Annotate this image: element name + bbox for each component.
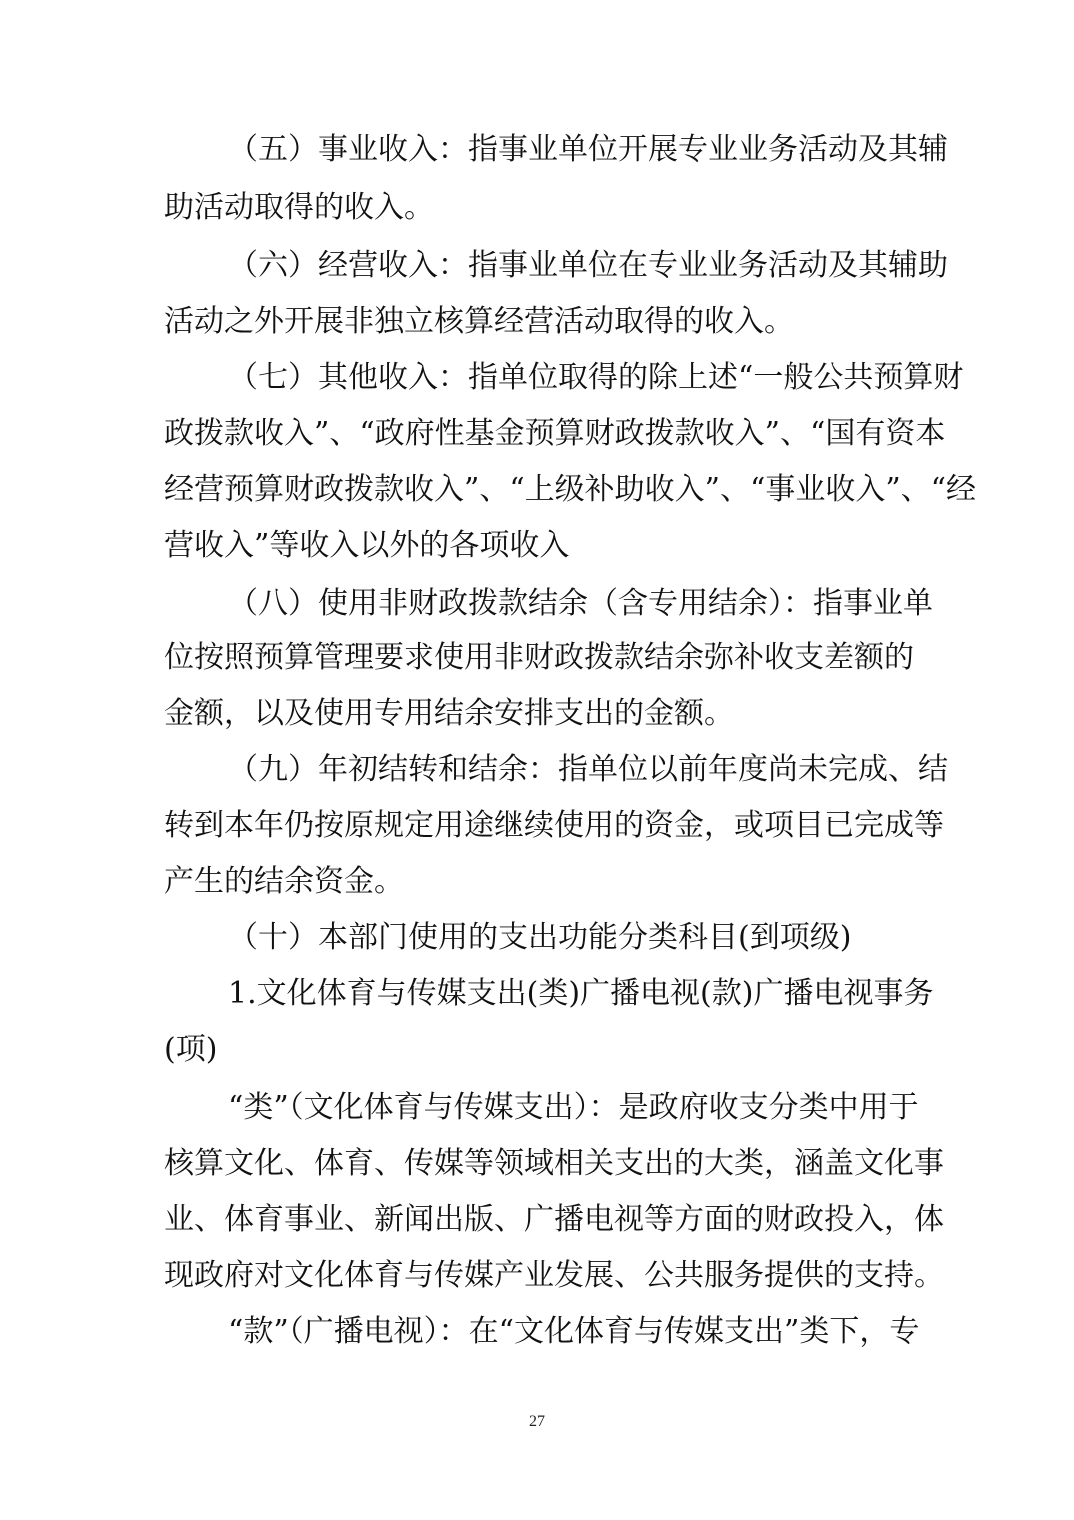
text-line: 营收入”等收入以外的各项收入 [164, 528, 570, 563]
text-line: （九）年初结转和结余：指单位以前年度尚未完成、结 [228, 752, 948, 787]
text-line: （十）本部门使用的支出功能分类科目(到项级) [228, 920, 852, 955]
text-line: （八）使用非财政拨款结余（含专用结余）：指事业单 [228, 586, 933, 621]
text-line: 活动之外开展非独立核算经营活动取得的收入。 [164, 304, 794, 339]
text-line: 核算文化、体育、传媒等领域相关支出的大类，涵盖文化事 [164, 1146, 944, 1181]
text-line: 转到本年仍按原规定用途继续使用的资金，或项目已完成等 [164, 808, 944, 843]
text-line: （六）经营收入：指事业单位在专业业务活动及其辅助 [228, 248, 948, 283]
text-line: “类”（文化体育与传媒支出）：是政府收支分类中用于 [228, 1090, 919, 1125]
text-line: 政拨款收入”、“政府性基金预算财政拨款收入”、“国有资本 [164, 416, 946, 451]
text-line: （五）事业收入：指事业单位开展专业业务活动及其辅 [228, 132, 948, 167]
text-line: (项) [164, 1032, 218, 1067]
text-line: 金额，以及使用专用结余安排支出的金额。 [164, 696, 734, 731]
text-line: “款”（广播电视）：在“文化体育与传媒支出”类下，专 [228, 1314, 920, 1349]
text-line: 现政府对文化体育与传媒产业发展、公共服务提供的支持。 [164, 1258, 944, 1293]
page-number: 27 [529, 1413, 545, 1430]
text-line: 位按照预算管理要求使用非财政拨款结余弥补收支差额的 [164, 640, 914, 675]
text-line: （七）其他收入：指单位取得的除上述“一般公共预算财 [228, 360, 964, 395]
text-line: 产生的结余资金。 [164, 864, 404, 899]
text-line: 助活动取得的收入。 [164, 190, 434, 225]
text-line: 经营预算财政拨款收入”、“上级补助收入”、“事业收入”、“经 [164, 472, 977, 507]
text-line: 1.文化体育与传媒支出(类)广播电视(款)广播电视事务 [228, 976, 934, 1011]
text-line: 业、体育事业、新闻出版、广播电视等方面的财政投入，体 [164, 1202, 944, 1237]
